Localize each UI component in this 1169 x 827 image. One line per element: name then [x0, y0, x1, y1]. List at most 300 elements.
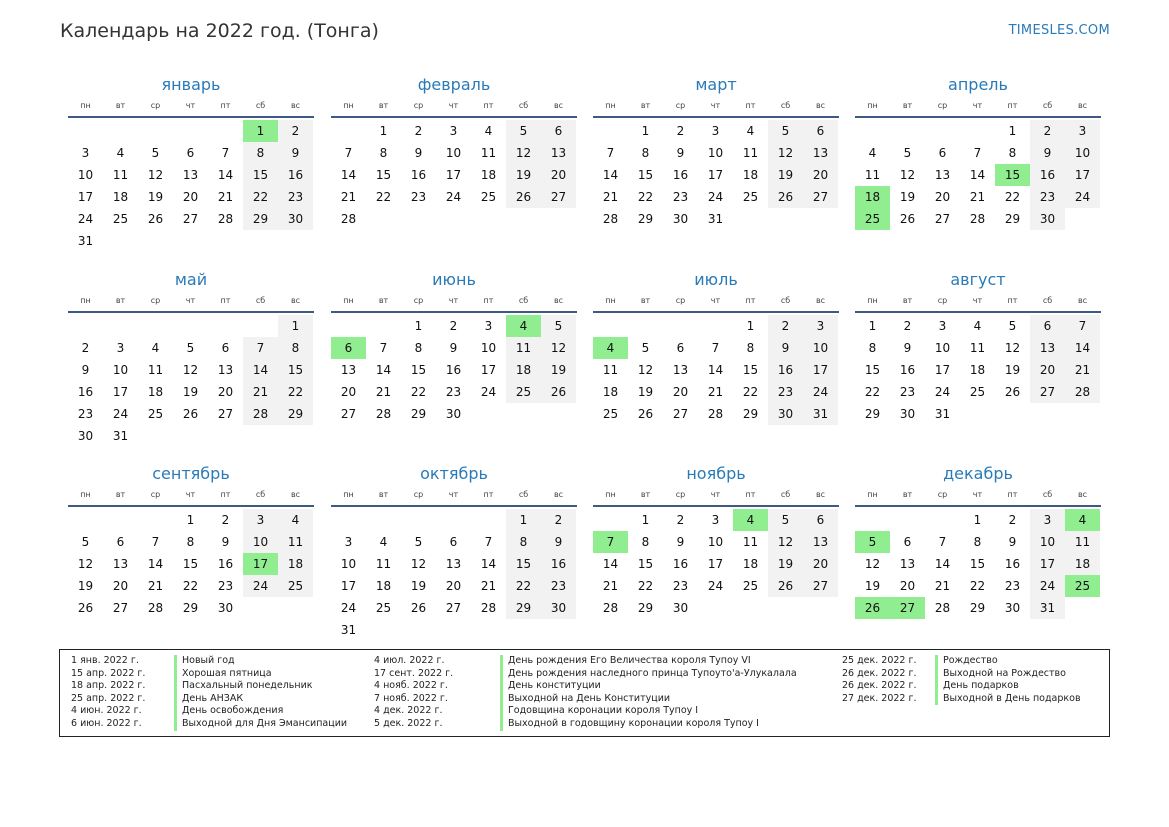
weekday-label: ср — [675, 490, 686, 499]
day-cell: 26 — [899, 212, 916, 226]
weekday-label: вт — [902, 101, 913, 110]
day-cell: 26 — [1004, 385, 1021, 399]
day-cell: 17 — [707, 557, 724, 571]
day-cell: 18 — [969, 363, 986, 377]
day-cell: 22 — [182, 579, 199, 593]
weekday-label: чт — [972, 490, 983, 499]
day-cell: 13 — [217, 363, 234, 377]
weekday-label: вс — [815, 490, 826, 499]
day-cell: 9 — [768, 337, 803, 359]
legend-holiday-name: Рождество — [935, 655, 998, 668]
month-block — [593, 267, 839, 425]
day-cell: 19 — [506, 164, 541, 186]
day-cell: 1 — [278, 315, 313, 337]
day-cell: 16 — [445, 363, 462, 377]
day-cell: 18 — [112, 190, 129, 204]
day-cell: 19 — [147, 190, 164, 204]
day-cell: 13 — [803, 531, 838, 553]
day-cell: 29 — [506, 597, 541, 619]
day-cell: 9 — [676, 146, 685, 160]
day-cell: 2 — [81, 341, 90, 355]
empty-cell — [628, 315, 663, 337]
legend-date: 26 дек. 2022 г. — [842, 680, 917, 692]
month-name: октябрь — [420, 464, 488, 483]
day-cell: 6 — [221, 341, 230, 355]
legend-holiday-name: Новый год — [174, 655, 235, 668]
weekday-label: чт — [972, 101, 983, 110]
day-cell: 15 — [506, 553, 541, 575]
legend-date: 4 нояб. 2022 г. — [374, 680, 448, 692]
month-block — [331, 267, 577, 425]
day-cell: 23 — [541, 575, 576, 597]
day-cell: 21 — [375, 385, 392, 399]
day-cell: 29 — [742, 407, 759, 421]
weekday-label: ср — [675, 296, 686, 305]
legend-date: 17 сент. 2022 г. — [374, 667, 454, 679]
day-cell: 19 — [410, 579, 427, 593]
day-cell: 18 — [375, 579, 392, 593]
weekday-label: вс — [815, 101, 826, 110]
day-cell: 11 — [147, 363, 164, 377]
day-cell: 28 — [217, 212, 234, 226]
day-cell: 4 — [278, 509, 313, 531]
legend-date: 1 янв. 2022 г. — [71, 655, 139, 666]
day-cell: 13 — [899, 557, 916, 571]
empty-cell — [138, 120, 173, 142]
day-cell: 6 — [541, 120, 576, 142]
empty-cell — [925, 509, 960, 531]
day-cell: 10 — [480, 341, 497, 355]
holiday-day-cell: 27 — [890, 597, 925, 619]
day-cell: 13 — [803, 142, 838, 164]
day-cell: 2 — [768, 315, 803, 337]
weekday-header — [855, 487, 1101, 507]
day-cell: 8 — [1008, 146, 1017, 160]
day-cell: 20 — [541, 164, 576, 186]
day-cell: 14 — [243, 359, 278, 381]
day-cell: 30 — [541, 597, 576, 619]
day-cell: 19 — [182, 385, 199, 399]
day-cell: 22 — [506, 575, 541, 597]
day-cell: 22 — [742, 385, 759, 399]
day-cell: 3 — [116, 341, 125, 355]
day-cell: 11 — [112, 168, 129, 182]
day-cell: 30 — [768, 403, 803, 425]
legend-date: 4 дек. 2022 г. — [374, 705, 443, 717]
day-cell: 29 — [1004, 212, 1021, 226]
empty-cell — [68, 120, 103, 142]
day-cell: 7 — [379, 341, 388, 355]
weekday-label: сб — [255, 490, 266, 499]
day-grid — [68, 509, 314, 619]
weekday-label: сб — [518, 296, 529, 305]
day-cell: 10 — [112, 363, 129, 377]
empty-cell — [436, 509, 471, 531]
weekday-label: ср — [150, 490, 161, 499]
day-cell: 16 — [672, 557, 689, 571]
day-cell: 31 — [77, 234, 94, 248]
day-cell: 2 — [676, 513, 685, 527]
day-cell: 13 — [934, 168, 951, 182]
day-cell: 15 — [637, 168, 654, 182]
day-cell: 24 — [707, 579, 724, 593]
day-cell: 14 — [217, 168, 234, 182]
legend-date: 7 нояб. 2022 г. — [374, 692, 448, 704]
day-cell: 23 — [77, 407, 94, 421]
day-cell: 20 — [803, 164, 838, 186]
day-cell: 6 — [116, 535, 125, 549]
day-cell: 4 — [484, 124, 493, 138]
day-cell: 29 — [864, 407, 881, 421]
empty-cell — [208, 315, 243, 337]
day-cell: 25 — [602, 407, 619, 421]
day-cell: 30 — [672, 601, 689, 615]
weekday-header — [68, 487, 314, 507]
weekday-label: пт — [1007, 296, 1018, 305]
day-cell: 20 — [217, 385, 234, 399]
weekday-label: вс — [290, 490, 301, 499]
day-cell: 4 — [746, 124, 755, 138]
empty-cell — [366, 315, 401, 337]
brand-link[interactable]: TIMESLES.COM — [1008, 23, 1110, 38]
day-cell: 6 — [938, 146, 947, 160]
day-cell: 24 — [707, 190, 724, 204]
day-cell: 19 — [768, 553, 803, 575]
day-cell: 11 — [742, 535, 759, 549]
day-cell: 16 — [410, 168, 427, 182]
day-grid — [68, 315, 314, 447]
weekday-label: сб — [1042, 101, 1053, 110]
day-cell: 7 — [221, 146, 230, 160]
weekday-label: пт — [220, 296, 231, 305]
day-cell: 26 — [506, 186, 541, 208]
day-cell: 22 — [637, 579, 654, 593]
day-cell: 9 — [541, 531, 576, 553]
day-cell: 2 — [221, 513, 230, 527]
legend-date: 18 апр. 2022 г. — [71, 680, 146, 692]
weekday-label: пн — [343, 101, 354, 110]
day-cell: 7 — [938, 535, 947, 549]
day-cell: 8 — [278, 337, 313, 359]
day-cell: 1 — [868, 319, 877, 333]
day-cell: 31 — [1030, 597, 1065, 619]
day-cell: 2 — [449, 319, 458, 333]
weekday-label: чт — [972, 296, 983, 305]
holiday-day-cell: 25 — [1065, 575, 1100, 597]
day-cell: 13 — [445, 557, 462, 571]
day-cell: 24 — [112, 407, 129, 421]
holiday-day-cell: 1 — [243, 120, 278, 142]
day-cell: 26 — [637, 407, 654, 421]
empty-cell — [925, 120, 960, 142]
weekday-label: ср — [937, 490, 948, 499]
month-block — [593, 72, 839, 230]
day-cell: 13 — [340, 363, 357, 377]
empty-cell — [855, 509, 890, 531]
weekday-label: чт — [710, 296, 721, 305]
weekday-label: вт — [378, 296, 389, 305]
day-cell: 12 — [899, 168, 916, 182]
weekday-label: пт — [1007, 101, 1018, 110]
day-cell: 26 — [768, 575, 803, 597]
day-cell: 7 — [484, 535, 493, 549]
day-cell: 15 — [410, 363, 427, 377]
day-cell: 18 — [742, 168, 759, 182]
weekday-label: сб — [1042, 490, 1053, 499]
weekday-label: пн — [605, 490, 616, 499]
day-cell: 25 — [278, 575, 313, 597]
day-cell: 13 — [541, 142, 576, 164]
weekday-label: сб — [255, 101, 266, 110]
day-cell: 23 — [899, 385, 916, 399]
day-cell: 26 — [768, 186, 803, 208]
legend-holiday-name: Годовщина коронации короля Тупоу I — [500, 705, 698, 718]
day-cell: 13 — [1030, 337, 1065, 359]
weekday-header — [593, 487, 839, 507]
day-cell: 25 — [147, 407, 164, 421]
empty-cell — [960, 120, 995, 142]
day-grid — [331, 509, 577, 641]
day-cell: 24 — [445, 190, 462, 204]
month-block — [855, 72, 1101, 230]
holiday-day-cell: 5 — [855, 531, 890, 553]
holiday-day-cell: 18 — [855, 186, 890, 208]
day-cell: 4 — [151, 341, 160, 355]
day-cell: 13 — [182, 168, 199, 182]
day-cell: 17 — [77, 190, 94, 204]
legend-date: 4 июл. 2022 г. — [374, 655, 445, 666]
day-cell: 27 — [803, 575, 838, 597]
day-cell: 28 — [340, 212, 357, 226]
month-name: сентябрь — [152, 464, 230, 483]
day-cell: 1 — [379, 124, 388, 138]
day-grid — [593, 509, 839, 619]
day-cell: 7 — [711, 341, 720, 355]
month-name: август — [950, 270, 1006, 289]
weekday-label: пн — [605, 101, 616, 110]
legend-holiday-name: Выходной на Рождество — [935, 668, 1066, 681]
weekday-header — [331, 293, 577, 313]
legend-date: 4 июн. 2022 г. — [71, 705, 142, 717]
day-cell: 22 — [375, 190, 392, 204]
day-cell: 11 — [864, 168, 881, 182]
day-cell: 2 — [414, 124, 423, 138]
day-cell: 28 — [707, 407, 724, 421]
day-cell: 22 — [243, 186, 278, 208]
day-cell: 23 — [1030, 186, 1065, 208]
day-cell: 5 — [541, 315, 576, 337]
day-cell: 2 — [676, 124, 685, 138]
day-cell: 8 — [973, 535, 982, 549]
day-cell: 9 — [676, 535, 685, 549]
holiday-day-cell: 26 — [855, 597, 890, 619]
day-cell: 21 — [217, 190, 234, 204]
empty-cell — [173, 120, 208, 142]
day-cell: 29 — [278, 403, 313, 425]
day-cell: 14 — [934, 557, 951, 571]
day-cell: 27 — [112, 601, 129, 615]
day-cell: 4 — [379, 535, 388, 549]
day-cell: 1 — [1008, 124, 1017, 138]
month-name: июнь — [432, 270, 476, 289]
day-cell: 5 — [81, 535, 90, 549]
day-cell: 14 — [602, 557, 619, 571]
day-cell: 6 — [903, 535, 912, 549]
weekday-label: пт — [220, 490, 231, 499]
day-cell: 13 — [672, 363, 689, 377]
day-cell: 21 — [243, 381, 278, 403]
day-cell: 3 — [344, 535, 353, 549]
holiday-day-cell: 4 — [1065, 509, 1100, 531]
weekday-header — [593, 293, 839, 313]
day-cell: 15 — [375, 168, 392, 182]
day-cell: 16 — [541, 553, 576, 575]
day-cell: 12 — [1004, 341, 1021, 355]
day-cell: 19 — [1004, 363, 1021, 377]
day-cell: 22 — [969, 579, 986, 593]
day-cell: 12 — [506, 142, 541, 164]
weekday-label: пт — [745, 490, 756, 499]
day-cell: 8 — [641, 535, 650, 549]
day-cell: 16 — [1004, 557, 1021, 571]
day-cell: 26 — [182, 407, 199, 421]
day-cell: 25 — [742, 579, 759, 593]
day-cell: 17 — [803, 359, 838, 381]
day-cell: 16 — [77, 385, 94, 399]
day-cell: 21 — [969, 190, 986, 204]
day-cell: 22 — [278, 381, 313, 403]
weekday-header — [855, 293, 1101, 313]
legend-date: 25 дек. 2022 г. — [842, 655, 917, 666]
day-cell: 17 — [1065, 164, 1100, 186]
day-cell: 12 — [637, 363, 654, 377]
empty-cell — [855, 120, 890, 142]
day-cell: 21 — [480, 579, 497, 593]
day-cell: 15 — [969, 557, 986, 571]
holiday-day-cell: 25 — [855, 208, 890, 230]
day-cell: 20 — [445, 579, 462, 593]
day-cell: 3 — [81, 146, 90, 160]
day-cell: 12 — [147, 168, 164, 182]
weekday-label: вт — [115, 101, 126, 110]
day-cell: 20 — [340, 385, 357, 399]
day-cell: 3 — [484, 319, 493, 333]
day-cell: 3 — [711, 513, 720, 527]
weekday-label: ср — [413, 296, 424, 305]
weekday-label: ср — [150, 101, 161, 110]
day-cell: 30 — [217, 601, 234, 615]
day-cell: 12 — [77, 557, 94, 571]
day-cell: 16 — [768, 359, 803, 381]
weekday-label: сб — [780, 490, 791, 499]
day-cell: 12 — [864, 557, 881, 571]
day-cell: 11 — [1065, 531, 1100, 553]
day-cell: 9 — [414, 146, 423, 160]
day-cell: 22 — [864, 385, 881, 399]
day-cell: 31 — [934, 407, 951, 421]
day-cell: 9 — [1008, 535, 1017, 549]
month-name: ноябрь — [686, 464, 746, 483]
weekday-label: сб — [518, 101, 529, 110]
day-cell: 12 — [541, 337, 576, 359]
empty-cell — [68, 315, 103, 337]
day-cell: 7 — [243, 337, 278, 359]
month-name: декабрь — [943, 464, 1013, 483]
empty-cell — [208, 120, 243, 142]
day-cell: 28 — [1065, 381, 1100, 403]
legend-holiday-name: День освобождения — [174, 705, 283, 718]
day-cell: 25 — [480, 190, 497, 204]
day-cell: 8 — [868, 341, 877, 355]
month-block — [68, 461, 314, 619]
weekday-label: вт — [640, 490, 651, 499]
day-cell: 14 — [340, 168, 357, 182]
weekday-label: вт — [378, 490, 389, 499]
day-grid — [855, 315, 1101, 425]
day-cell: 7 — [973, 146, 982, 160]
legend-date: 6 июн. 2022 г. — [71, 718, 142, 729]
day-cell: 31 — [112, 429, 129, 443]
day-cell: 5 — [768, 120, 803, 142]
day-cell: 29 — [410, 407, 427, 421]
day-cell: 30 — [899, 407, 916, 421]
day-cell: 10 — [243, 531, 278, 553]
day-cell: 30 — [1004, 601, 1021, 615]
day-cell: 16 — [1030, 164, 1065, 186]
day-grid — [593, 120, 839, 230]
day-cell: 3 — [449, 124, 458, 138]
day-cell: 12 — [410, 557, 427, 571]
month-name: май — [174, 270, 208, 289]
day-cell: 30 — [445, 407, 462, 421]
weekday-label: пн — [343, 490, 354, 499]
day-cell: 11 — [602, 363, 619, 377]
weekday-label: вс — [1077, 101, 1088, 110]
day-cell: 8 — [243, 142, 278, 164]
day-cell: 5 — [506, 120, 541, 142]
day-cell: 19 — [899, 190, 916, 204]
day-cell: 3 — [803, 315, 838, 337]
day-cell: 20 — [803, 553, 838, 575]
day-cell: 9 — [81, 363, 90, 377]
day-cell: 1 — [746, 319, 755, 333]
legend-holiday-name: День АНЗАК — [174, 693, 243, 706]
weekday-header — [68, 293, 314, 313]
weekday-label: пт — [483, 296, 494, 305]
day-cell: 17 — [445, 168, 462, 182]
day-cell: 1 — [641, 124, 650, 138]
weekday-label: пн — [867, 101, 878, 110]
weekday-label: вт — [640, 296, 651, 305]
day-cell: 6 — [186, 146, 195, 160]
day-cell: 26 — [541, 381, 576, 403]
day-cell: 18 — [278, 553, 313, 575]
day-cell: 31 — [803, 403, 838, 425]
day-cell: 18 — [602, 385, 619, 399]
month-block — [855, 461, 1101, 619]
day-cell: 1 — [506, 509, 541, 531]
day-cell: 20 — [672, 385, 689, 399]
day-cell: 4 — [973, 319, 982, 333]
legend-date: 27 дек. 2022 г. — [842, 692, 917, 704]
legend-holiday-name: Пасхальный понедельник — [174, 680, 313, 693]
day-cell: 8 — [506, 531, 541, 553]
day-cell: 28 — [602, 601, 619, 615]
day-cell: 31 — [707, 212, 724, 226]
day-cell: 24 — [934, 385, 951, 399]
day-cell: 15 — [243, 164, 278, 186]
day-cell: 9 — [903, 341, 912, 355]
